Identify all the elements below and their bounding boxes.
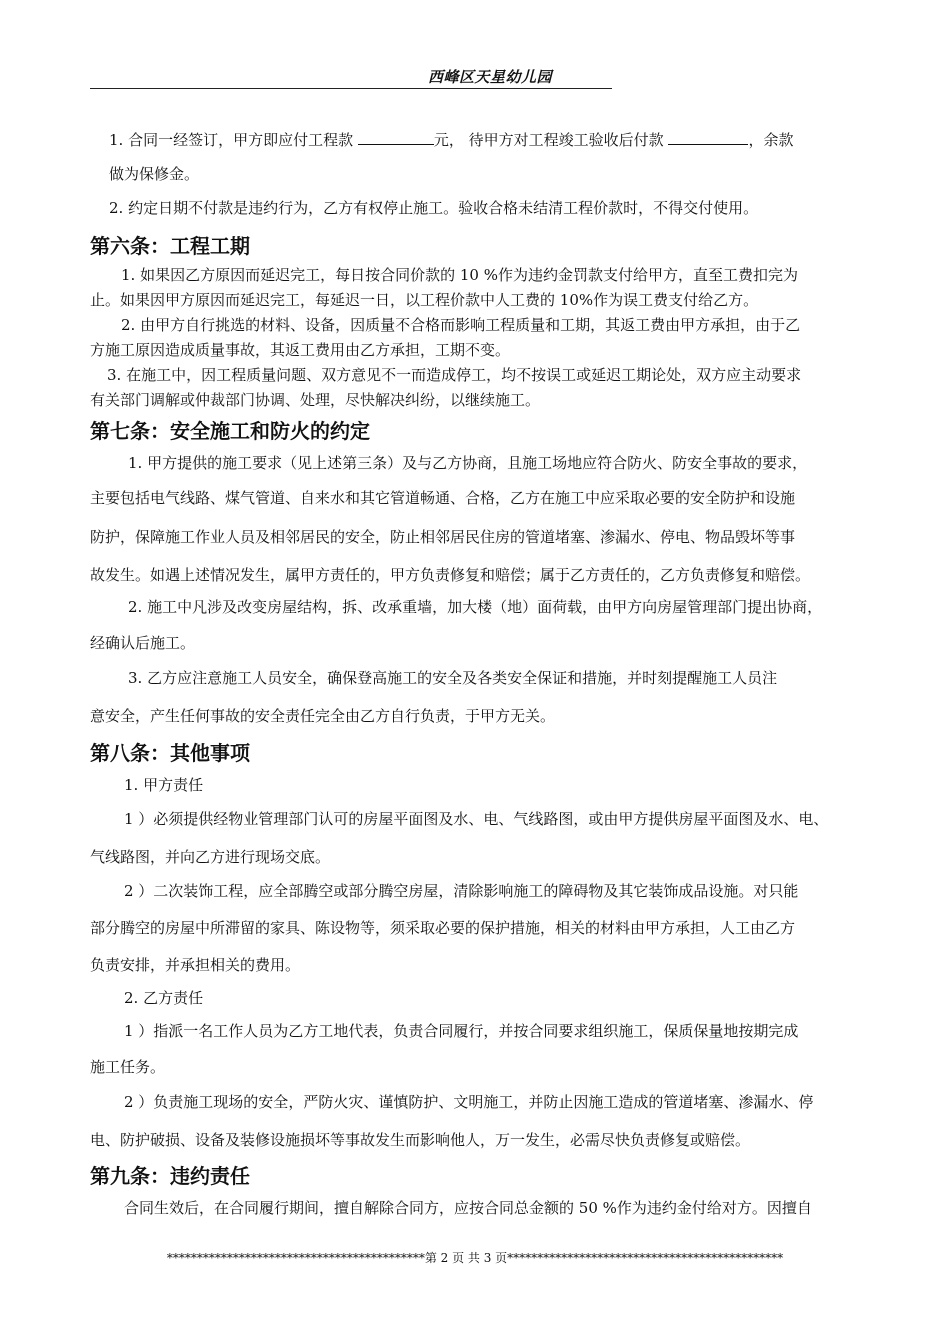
art7-line: 故发生。如遇上述情况发生，属甲方责任的，甲方负责修复和赔偿；属于乙方责任的，乙方负责修复和赔偿。 <box>90 566 811 584</box>
art8-line: 部分腾空的房屋中所滞留的家具、陈设物等，须采取必要的保护措施，相关的材料由甲方承担，人工由乙方 <box>90 919 796 937</box>
art8-line: 2 ）二次装饰工程，应全部腾空或部分腾空房屋，清除影响施工的障碍物及其它装饰成品设施。对只能 <box>124 882 799 900</box>
art9-line: 合同生效后，在合同履行期间，擅自解除合同方，应按合同总金额的 50 %作为违约金付给对方。因擅自 <box>124 1199 812 1217</box>
article-7-heading: 第七条：安全施工和防火的约定 <box>90 419 370 443</box>
art6-line: 方施工原因造成质量事故，其返工费用由乙方承担，工期不变。 <box>90 341 511 359</box>
art8-line: 1. 甲方责任 <box>124 776 204 794</box>
art7-line: 1. 甲方提供的施工要求（见上述第三条）及与乙方协商，且施工场地应符合防火、防安全事故的要求， <box>128 454 808 472</box>
amount-blank-2 <box>668 130 748 145</box>
page-footer: *******************************************第 2 页 共 3 页********************************************** <box>166 1251 784 1265</box>
art6-line: 有关部门调解或仲裁部门协调、处理，尽快解决纠纷，以继续施工。 <box>90 391 541 409</box>
art8-line: 电、防护破损、设备及装修设施损坏等事故发生而影响他人，万一发生，必需尽快负责修复或赔偿。 <box>90 1131 751 1149</box>
art8-line: 施工任务。 <box>90 1058 166 1076</box>
payment-item-1-part-c: ，余款 <box>748 131 794 149</box>
art8-line: 1 ）必须提供经物业管理部门认可的房屋平面图及水、电、气线路图，或由甲方提供房屋平面图及水、电、 <box>124 810 829 828</box>
art6-line: 1. 如果因乙方原因而延迟完工，每日按合同价款的 10 %作为违约金罚款支付给甲方，直至工费扣完为 <box>121 266 798 284</box>
art8-line: 1 ）指派一名工作人员为乙方工地代表，负责合同履行，并按合同要求组织施工，保质保量地按期完成 <box>124 1022 799 1040</box>
art7-line: 意安全，产生任何事故的安全责任完全由乙方自行负责，于甲方无关。 <box>90 707 556 725</box>
art6-line: 止。如果因甲方原因而延迟完工，每延迟一日，以工程价款中人工费的 10%作为误工费支付给乙方。 <box>90 291 759 309</box>
art7-line: 防护，保障施工作业人员及相邻居民的安全，防止相邻居民住房的管道堵塞、渗漏水、停电、物品毁坏等事 <box>90 528 796 546</box>
art8-line: 气线路图，并向乙方进行现场交底。 <box>90 848 331 866</box>
art7-line: 主要包括电气线路、煤气管道、自来水和其它管道畅通、合格，乙方在施工中应采取必要的安全防护和设施 <box>90 489 796 507</box>
art7-line: 经确认后施工。 <box>90 634 196 652</box>
payment-item-2: 2. 约定日期不付款是违约行为，乙方有权停止施工。验收合格未结清工程价款时，不得交付使用。 <box>109 199 759 217</box>
header-rule <box>90 88 612 89</box>
payment-item-1-cont: 做为保修金。 <box>109 165 200 183</box>
payment-item-1-part-a: 1. 合同一经签订，甲方即应付工程款 <box>109 131 354 149</box>
amount-blank-1 <box>358 130 434 145</box>
art7-line: 3. 乙方应注意施工人员安全，确保登高施工的安全及各类安全保证和措施，并时刻提醒施工人员注 <box>128 669 778 687</box>
article-9-heading: 第九条：违约责任 <box>90 1164 250 1188</box>
payment-item-1 <box>109 130 891 148</box>
art7-line: 2. 施工中凡涉及改变房屋结构，拆、改承重墙，加大楼（地）面荷载，由甲方向房屋管理部门提出协商， <box>128 598 823 616</box>
art8-line: 2 ）负责施工现场的安全，严防火灾、谨慎防护、文明施工，并防止因施工造成的管道堵塞、渗漏水、停 <box>124 1093 814 1111</box>
art6-line: 3. 在施工中，因工程质量问题、双方意见不一而造成停工，均不按误工或延迟工期论处，双方应主动要求 <box>107 366 802 384</box>
article-8-heading: 第八条：其他事项 <box>90 741 250 765</box>
art8-line: 负责安排，并承担相关的费用。 <box>90 956 301 974</box>
header-title: 西峰区天星幼儿园 <box>427 68 552 86</box>
art8-line: 2. 乙方责任 <box>124 989 204 1007</box>
art6-line: 2. 由甲方自行挑选的材料、设备，因质量不合格而影响工程质量和工期，其返工费由甲方承担，由于乙 <box>121 316 801 334</box>
payment-item-1-part-b: 元， 待甲方对工程竣工验收后付款 <box>433 131 664 149</box>
article-6-heading: 第六条：工程工期 <box>90 234 250 258</box>
